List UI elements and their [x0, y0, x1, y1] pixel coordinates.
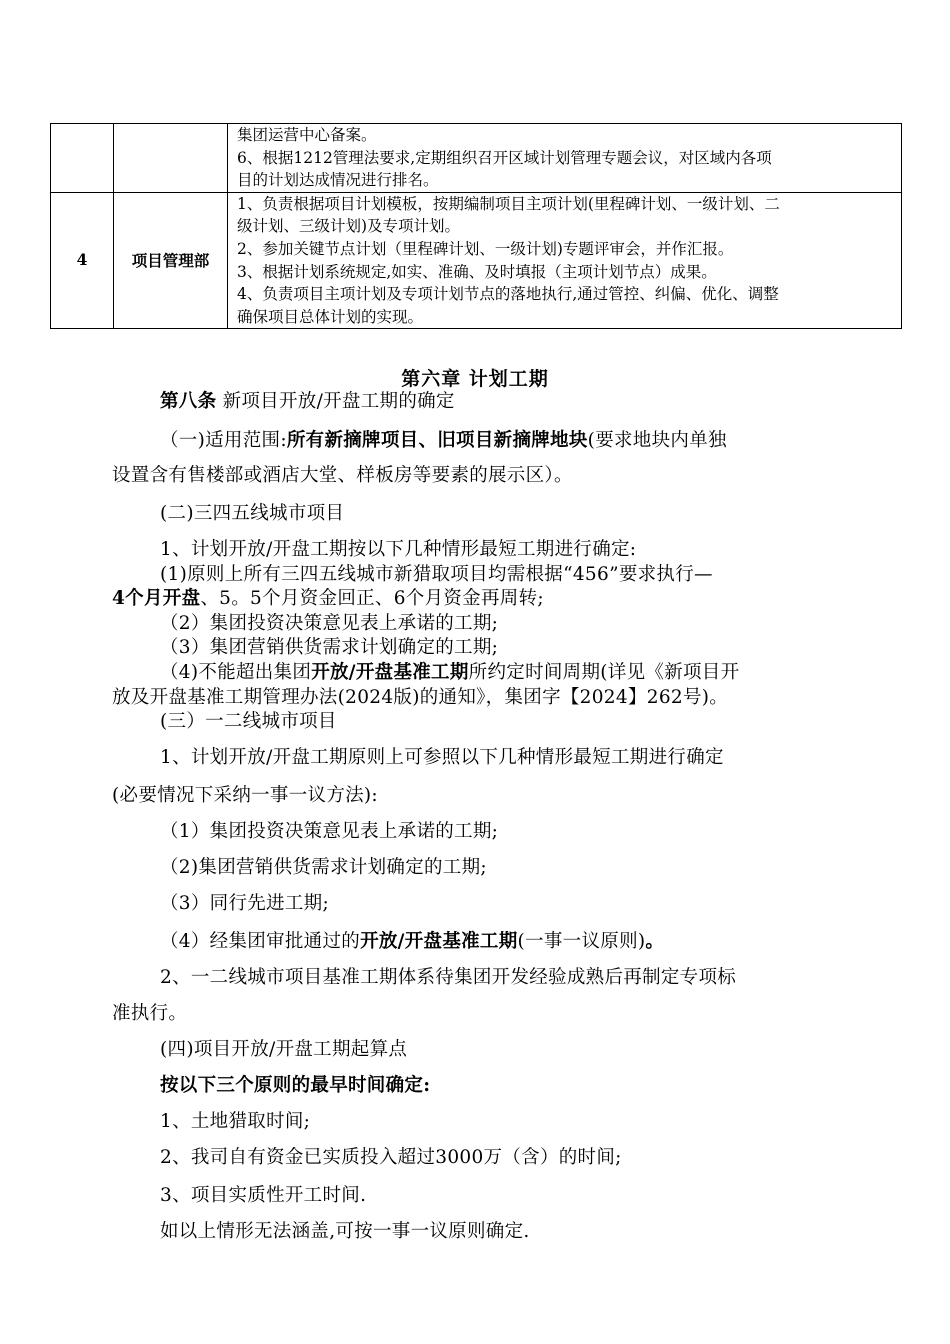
paragraph: (1)原则上所有三四五线城市新猎取项目均需根据“456”要求执行— — [160, 564, 713, 585]
responsibility-line: 集团运营中心备案。 — [237, 126, 377, 144]
paragraph-text: 、5。5个月资金回正、6个月资金再周转; — [200, 588, 544, 609]
article-title: 新项目开放/开盘工期的确定 — [216, 391, 455, 412]
paragraph — [160, 927, 890, 953]
responsibility-line: 目的计划达成情况进行排名。 — [237, 171, 439, 190]
responsibility-cell — [228, 124, 902, 193]
article-label: 第八条 — [160, 391, 217, 412]
paragraph-text: （4）经集团审批通过的 — [160, 931, 361, 952]
paragraph: 1、土地猎取时间; — [160, 1111, 311, 1132]
department-cell — [114, 124, 228, 193]
paragraph: 1、计划开放/开盘工期按以下几种情形最短工期进行确定: — [160, 539, 637, 560]
rule-heading: 按以下三个原则的最早时间确定: — [160, 1075, 431, 1096]
scope-continuation: 设置含有售楼部或酒店大堂、样板房等要素的展示区）。 — [112, 465, 573, 486]
responsibility-cell — [228, 192, 902, 329]
paragraph: 1、计划开放/开盘工期原则上可参照以下几种情形最短工期进行确定 — [160, 747, 724, 768]
bold-text: 开放/开盘基准工期 — [311, 662, 469, 683]
responsibility-line: 4、负责项目主项计划及专项计划节点的落地执行,通过管控、纠偏、优化、调整 — [237, 285, 779, 304]
scope-prefix: （一)适用范围: — [160, 430, 287, 451]
paragraph: (必要情况下采纳一事一议方法): — [112, 785, 378, 806]
paragraph: 3、项目实质性开工时间. — [160, 1185, 367, 1206]
paragraph-text: （4)不能超出集团 — [160, 662, 312, 683]
responsibility-line: 6、根据1212管理法要求,定期组织召开区域计划管理专题会议，对区域内各项 — [237, 148, 772, 167]
paragraph: 2、一二线城市项目基准工期体系待集团开发经验成熟后再制定专项标 — [160, 967, 737, 988]
scope-suffix: (要求地块内单独 — [587, 430, 727, 451]
paragraph-text: 所约定时间周期(详见《新项目开 — [468, 662, 740, 683]
paragraph-text: (一事一议原则) — [517, 931, 646, 952]
responsibility-line: 1、负责根据项目计划模板，按期编制项目主项计划(里程碑计划、一级计划、二 — [237, 194, 780, 213]
paragraph: 如以上情形无法涵盖,可按一事一议原则确定. — [160, 1221, 530, 1242]
paragraph — [160, 658, 890, 684]
paragraph: 准执行。 — [112, 1003, 188, 1024]
scope-line — [160, 426, 890, 452]
paragraph: （3）同行先进工期; — [160, 893, 330, 914]
row-number-cell — [51, 124, 114, 193]
table-row — [51, 124, 902, 193]
paragraph: 放及开盘基准工期管理办法(2024版)的通知》，集团字【2024】262号)。 — [112, 687, 729, 708]
responsibility-line: 级计划、三级计划)及专项计划。 — [237, 217, 461, 236]
responsibility-line: 确保项目总体计划的实现。 — [237, 307, 424, 326]
scope-bold: 所有新摘牌项目、旧项目新摘牌地块 — [286, 430, 588, 451]
section-heading: (三）一二线城市项目 — [160, 711, 337, 732]
bold-text: 开放/开盘基准工期 — [360, 931, 518, 952]
section-heading: (四)项目开放/开盘工期起算点 — [160, 1039, 408, 1060]
responsibility-line: 2、参加关键节点计划（里程碑计划、一级计划)专题评审会，并作汇报。 — [237, 239, 734, 258]
paragraph: （2）集团投资决策意见表上承诺的工期; — [160, 613, 499, 634]
paragraph: （2)集团营销供货需求计划确定的工期; — [160, 857, 487, 878]
article-heading — [160, 387, 890, 413]
paragraph — [112, 584, 842, 610]
table-row — [51, 192, 902, 329]
bold-text: 4个月开盘 — [112, 588, 201, 609]
responsibility-line: 3、根据计划系统规定,如实、准确、及时填报（主项计划节点）成果。 — [237, 262, 717, 281]
paragraph: （1）集团投资决策意见表上承诺的工期; — [160, 821, 499, 842]
department-cell — [114, 192, 228, 329]
section-heading: (二)三四五线城市项目 — [160, 503, 345, 524]
chapter-title: 第六章 计划工期 — [401, 368, 549, 390]
department-name: 项目管理部 — [131, 250, 210, 270]
paragraph: 2、我司自有资金已实质投入超过3000万（含）的时间; — [160, 1147, 622, 1168]
paragraph: （3）集团营销供货需求计划确定的工期; — [160, 637, 499, 658]
bold-text: 。 — [645, 931, 665, 952]
row-number-cell: 4 — [51, 192, 114, 329]
responsibility-table — [50, 123, 902, 329]
